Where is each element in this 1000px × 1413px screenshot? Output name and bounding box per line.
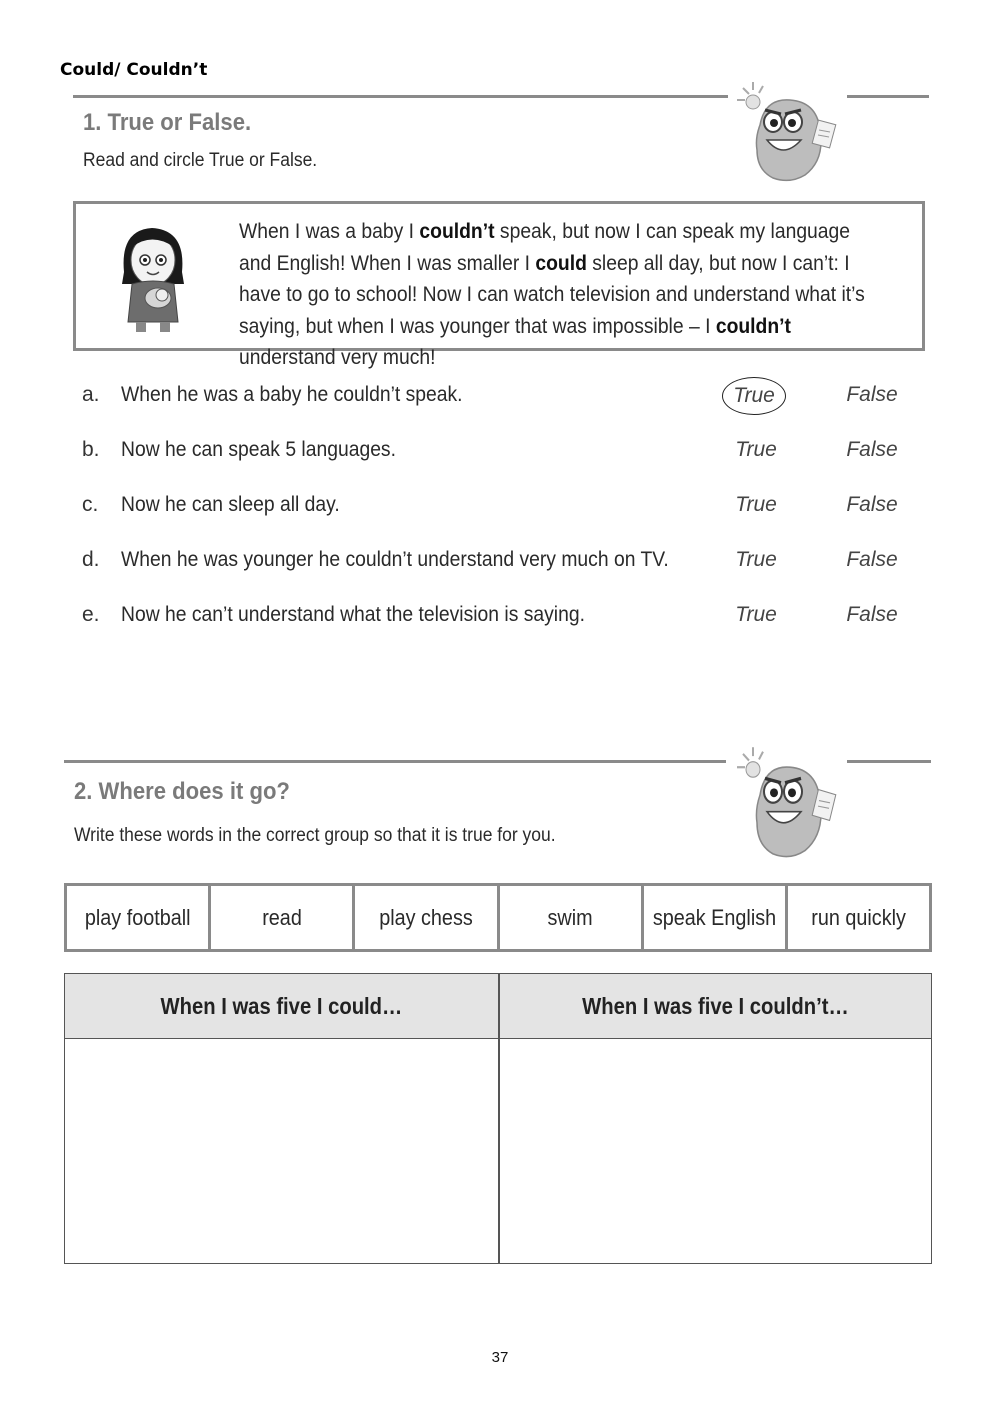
true-option[interactable]: True xyxy=(735,438,777,461)
mascot-icon xyxy=(735,745,840,865)
word-bank-item[interactable]: swim xyxy=(500,886,644,949)
true-option[interactable]: True xyxy=(735,493,777,516)
question-letter: d. xyxy=(82,548,100,571)
false-option[interactable]: False xyxy=(846,493,898,516)
question-row-a xyxy=(82,375,912,415)
false-option[interactable]: False xyxy=(846,548,898,571)
question-statement: Now he can’t understand what the television is saying. xyxy=(121,603,585,626)
question-row-d xyxy=(82,540,912,580)
girl-illustration xyxy=(114,222,194,337)
true-option-circled[interactable]: True xyxy=(722,377,786,415)
section2-instruction: Write these words in the correct group so that it is true for you. xyxy=(74,825,556,846)
question-row-b xyxy=(82,430,912,470)
question-letter: e. xyxy=(82,603,100,626)
word-bank-item[interactable]: run quickly xyxy=(811,904,906,930)
section2-rule-right xyxy=(847,760,931,763)
couldnt-column-header: When I was five I couldn’t… xyxy=(499,974,931,1039)
couldnt-answer-area[interactable] xyxy=(499,1039,931,1263)
word-bank xyxy=(64,883,932,952)
could-column-header: When I was five I could… xyxy=(65,974,498,1039)
word-bank-item[interactable]: speak English xyxy=(644,886,788,949)
question-statement: Now he can speak 5 languages. xyxy=(121,438,396,461)
mascot-icon xyxy=(735,80,840,188)
true-option[interactable]: True xyxy=(735,603,777,626)
word-bank-item[interactable]: play chess xyxy=(355,886,499,949)
question-letter: a. xyxy=(82,383,100,406)
question-statement: When he was younger he couldn’t understand very much on TV. xyxy=(121,548,669,571)
question-statement: Now he can sleep all day. xyxy=(121,493,340,516)
question-letter: b. xyxy=(82,438,100,461)
reading-passage-text: When I was a baby I couldn’t speak, but now I can speak my language and English! When I was smaller I could sleep all day, but now I can’t: I have to go to school! Now I can watch television and understand what it’s saying, but when I was younger that was impossible – I couldn’t understand very much! xyxy=(239,220,865,369)
question-letter: c. xyxy=(82,493,99,516)
reading-passage-box xyxy=(73,201,925,369)
sorting-table xyxy=(64,973,932,1264)
false-option[interactable]: False xyxy=(846,383,898,406)
question-statement: When he was a baby he couldn’t speak. xyxy=(121,383,463,406)
word-bank-item[interactable]: read xyxy=(211,886,355,949)
section1-rule-right xyxy=(847,95,929,98)
question-row-c xyxy=(82,485,912,525)
true-option[interactable]: True xyxy=(735,548,777,571)
word-bank-item[interactable]: play football xyxy=(67,886,211,949)
question-row-e xyxy=(82,595,912,635)
section1-title: 1. True or False. xyxy=(83,109,252,136)
section2-title: 2. Where does it go? xyxy=(74,778,290,805)
section1-rule-left xyxy=(73,95,728,98)
page-number: 37 xyxy=(491,1349,509,1366)
section1-instruction: Read and circle True or False. xyxy=(83,150,318,171)
section2-rule-left xyxy=(64,760,726,763)
could-answer-area[interactable] xyxy=(65,1039,498,1263)
false-option[interactable]: False xyxy=(846,438,898,461)
document-title: Could/ Couldn’t xyxy=(60,60,208,80)
false-option[interactable]: False xyxy=(846,603,898,626)
